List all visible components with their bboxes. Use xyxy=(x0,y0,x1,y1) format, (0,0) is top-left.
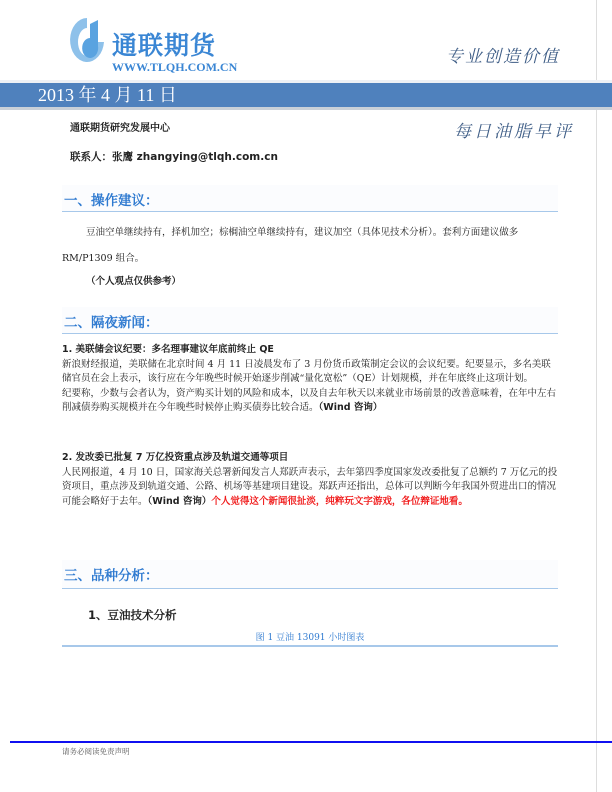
news-body: 人民网报道，4 月 10 日，国家海关总署新闻发言人郑跃声表示，去年第四季度国家发改委批复了总额约 7 万亿元的投资项目，重点涉及到轨道交通、公路、机场等基建项目建设。郑跃声还指出，总体可以判断今年我国外贸进出口的情况可能会略好于去年。 xyxy=(62,466,558,507)
disclaimer-note: （个人观点仅供参考） xyxy=(86,276,182,287)
section-heading-2 xyxy=(62,307,558,334)
slogan: 专业创造价值 xyxy=(446,47,560,67)
brand-url: WWW.TLQH.COM.CN xyxy=(112,60,238,74)
figure-caption: 图 1 豆油 13091 小时图表 xyxy=(255,633,365,643)
section-heading-1 xyxy=(62,185,558,212)
news-item-1 xyxy=(62,343,558,416)
brand-name: 通联期货 xyxy=(112,31,217,60)
report-date: 2013 年 4 月 11 日 xyxy=(38,85,177,105)
news-item-2 xyxy=(62,451,558,509)
section-title: 二、隔夜新闻： xyxy=(64,315,159,331)
news-source: （Wind 咨询） xyxy=(147,495,212,507)
news-source: （Wind 咨询） xyxy=(318,402,383,413)
news-body: 新浪财经报道，美联储在北京时间 4 月 11 日凌晨发布了 3 月份货币政策制定会议的会议纪要。纪要显示，多名美联储官员在会上表示，该行应在今年晚些时候开始逐步削减“量化宽松”（QE）计划规模，并在年底终止这项计划。 xyxy=(62,358,551,384)
contact-info: 联系人：张鹰 zhangying@tlqh.com.cn xyxy=(70,151,278,163)
analyst-comment: 个人觉得这个新闻很扯淡，纯粹玩文字游戏，各位辩证地看。 xyxy=(211,495,468,507)
caption-divider xyxy=(62,645,558,647)
news-body-2: 纪要称，少数与会者认为，资产购买计划的风险和成本，以及自去年秋天以来就业市场前景的改善意味着，在年中左右削减债券购买规模并在今年晚些时候停止购买债券比较合适。 xyxy=(62,387,557,413)
organization: 通联期货研究发展中心 xyxy=(70,123,170,134)
footer-line xyxy=(10,741,612,743)
section-title: 一、操作建议： xyxy=(64,193,159,209)
report-title: 每日油脂早评 xyxy=(454,122,574,142)
recommendation-text-cont: RM/P1309 组合。 xyxy=(62,253,145,264)
footer-disclaimer-link[interactable]: 请务必阅读免责声明 xyxy=(62,747,130,756)
logo-icon xyxy=(68,16,106,66)
news-headline: 2. 发改委已批复 7 万亿投资重点涉及轨道交通等项目 xyxy=(62,452,289,463)
news-headline: 1. 美联储会议纪要：多名理事建议年底前终止 QE xyxy=(62,344,274,355)
section-title: 三、品种分析： xyxy=(64,568,159,584)
recommendation-text: 豆油空单继续持有，择机加空；棕榈油空单继续持有，建议加空（具体见技术分析）。套利方面建议做多 xyxy=(86,227,519,238)
subsection-title: 1、豆油技术分析 xyxy=(88,608,177,622)
page-edge xyxy=(596,0,597,792)
section-heading-3 xyxy=(62,560,558,589)
